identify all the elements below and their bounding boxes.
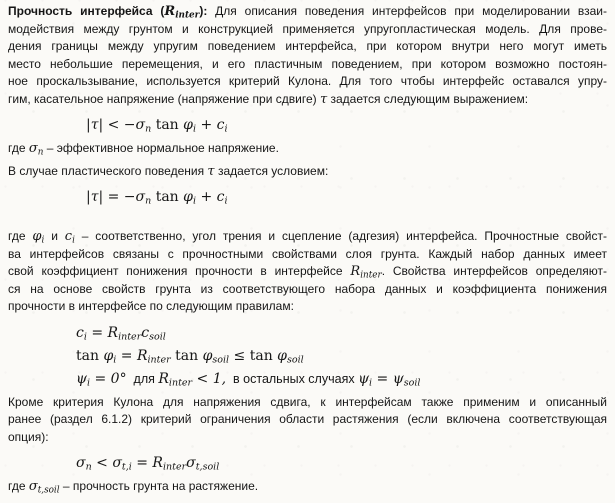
- formula-elastic-condition: [8, 113, 607, 136]
- tension-criterion-paragraph: [8, 394, 607, 447]
- text-run: ранее (раздел 6.1.2) критерий ограничения области растяжения (если включена соответствующая: [8, 412, 607, 426]
- text-line: [8, 246, 607, 264]
- formula-line: [76, 367, 607, 390]
- math-run: tan: [170, 347, 203, 364]
- text-run: задается следующим выражением:: [327, 91, 529, 106]
- math-run: τ: [207, 163, 215, 179]
- subscript: i: [113, 354, 117, 366]
- text-run: опция):: [8, 429, 49, 444]
- math-run: $|\tau| = -\sigma_n$: [86, 189, 152, 207]
- text-run: – эффективное нормальное напряжение.: [43, 141, 279, 155]
- subscript: n: [145, 195, 152, 207]
- formula-line: [76, 344, 607, 367]
- formula-line: [76, 321, 607, 344]
- subscript: n: [145, 123, 152, 135]
- math-run: $\varphi_{soil}$: [277, 347, 304, 366]
- math-run: $\varphi_i$: [183, 189, 196, 207]
- math-run: + $c_i$: [196, 189, 228, 207]
- note-tensile-strength: [8, 478, 607, 496]
- text-line: [8, 38, 607, 56]
- formula-interface-rules: [8, 321, 607, 390]
- math-run: tan: [249, 347, 278, 364]
- subscript: i: [224, 195, 228, 207]
- text-line: [8, 281, 607, 299]
- text-run: прочности в интерфейсе по следующим правилам:: [8, 299, 294, 313]
- math-run: + $c_i$: [196, 117, 228, 135]
- text-line: [8, 73, 607, 91]
- math-run: $\sigma_n$: [76, 455, 92, 473]
- text-run: – прочность грунта на растяжение.: [59, 479, 259, 493]
- text-line: [8, 411, 607, 429]
- math-run: tan: [151, 117, 184, 133]
- math-run: $R_{inter}$: [164, 4, 200, 21]
- text-line: [8, 478, 607, 496]
- subscript: inter: [175, 10, 200, 21]
- text-run: дения границы между упругим поведением интерфейса, при котором внутри него могут иметь: [8, 39, 607, 53]
- document-body: [8, 3, 607, 496]
- subscript: i: [41, 235, 45, 246]
- text-line: [8, 91, 607, 109]
- text-run: где: [8, 479, 29, 493]
- text-line: [8, 429, 607, 447]
- math-run: $R_{inter}$: [158, 370, 193, 389]
- subscript: t,soil: [195, 461, 220, 473]
- formula-line: [76, 451, 607, 474]
- math-run: tan: [76, 347, 104, 364]
- subscript: inter: [162, 461, 187, 473]
- text-run: для: [126, 371, 159, 386]
- math-run: $c_i$: [64, 229, 75, 246]
- subscript: n: [85, 461, 92, 473]
- text-line: [8, 228, 607, 246]
- math-run: = $R_{inter}$: [116, 347, 171, 366]
- subscript: soil: [286, 354, 304, 366]
- text-run: место небольшие перемещения, и его пластичным поведением, при котором возможно постоян-: [8, 56, 607, 71]
- formula-line: [86, 113, 607, 136]
- subscript: n: [37, 147, 44, 158]
- subscript: soil: [149, 331, 166, 343]
- text-run: ное проскальзывание, используется критерий Кулона. Для того чтобы интерфейс оставался упру-: [8, 74, 607, 88]
- text-run: где: [8, 141, 29, 155]
- text-run: модействия между грунтом и конструкцией применяется упругопластическая модель. Для прове-: [8, 21, 607, 36]
- subscript: i: [83, 331, 87, 343]
- text-run: ся на основе свойств грунта из соответствующего набора данных и коэффициента понижения: [8, 281, 607, 296]
- math-run: $\varphi_{soil}$: [202, 347, 230, 366]
- subscript: inter: [168, 377, 193, 389]
- math-run: $\sigma_n$: [28, 141, 44, 158]
- subscript: t,i: [121, 461, 132, 473]
- subscript: soil: [212, 354, 230, 366]
- subscript: inter: [147, 354, 171, 366]
- math-run: $\psi_i$: [358, 370, 373, 389]
- formula-tension-cutoff: [8, 451, 607, 474]
- plastic-behaviour-intro: [8, 163, 607, 181]
- blank-gap: [8, 212, 607, 228]
- subscript: i: [369, 377, 373, 389]
- text-line: [8, 56, 607, 74]
- subscript: i: [224, 123, 228, 135]
- math-run: tan: [151, 189, 184, 205]
- text-line: [8, 298, 607, 316]
- math-run: ≤: [229, 347, 250, 364]
- math-run: = $R_{inter}$: [131, 455, 187, 473]
- text-run: ):: [199, 4, 216, 18]
- text-run: свой коэффициент понижения прочности в интерфейсе: [8, 264, 351, 278]
- subscript: i: [72, 235, 75, 246]
- subscript: inter: [360, 270, 382, 281]
- text-line: [8, 163, 607, 181]
- subscript: inter: [118, 331, 142, 343]
- text-run: . Свойства интерфейсов определяют-: [381, 264, 607, 278]
- math-run: < $\sigma_{t,i}$: [91, 455, 132, 473]
- text-line: [8, 21, 607, 39]
- formula-line: [86, 185, 607, 208]
- math-run: $c_{soil}$: [141, 324, 166, 343]
- text-run: Прочность интерфейса (: [8, 4, 165, 18]
- math-run: $c_i$: [76, 324, 87, 343]
- text-line: [8, 263, 607, 281]
- subscript: i: [192, 195, 196, 207]
- text-run: В случае пластического поведения: [8, 163, 208, 178]
- text-line: [8, 3, 607, 21]
- math-run: $|\tau| < -\sigma_n$: [86, 117, 152, 135]
- note-effective-normal-stress: [8, 140, 607, 158]
- text-run: Для описания поведения интерфейсов при моделировании взаи-: [215, 4, 607, 18]
- math-run: τ: [319, 91, 328, 107]
- subscript: soil: [403, 377, 421, 389]
- interface-properties-paragraph: [8, 228, 607, 316]
- subscript: i: [86, 377, 91, 389]
- math-run: = $\psi_{soil}$: [372, 370, 421, 389]
- math-run: $\psi_i$: [76, 370, 91, 389]
- text-run: гим, касательное напряжение (напряжение при сдвиге): [8, 91, 320, 106]
- math-run: $R_{inter}$: [350, 264, 382, 281]
- text-line: [8, 140, 607, 158]
- math-run: $\varphi_i$: [183, 117, 196, 135]
- text-line: [8, 394, 607, 412]
- math-run: $\sigma_{t,soil}$: [28, 479, 60, 496]
- math-run: $\sigma_{t,soil}$: [186, 455, 220, 473]
- subscript: i: [192, 123, 196, 135]
- math-run: $\varphi_i$: [103, 347, 117, 366]
- math-run: $\varphi_i$: [32, 229, 45, 246]
- text-run: Кроме критерия Кулона для напряжения сдвига, к интерфейсам также применим и описанный: [8, 394, 607, 409]
- formula-plastic-condition: [8, 185, 607, 208]
- subscript: t,soil: [37, 485, 60, 496]
- math-run: < 1,: [192, 370, 227, 387]
- text-run: ва интерфейсов связаны с прочностными свойствами слоя грунта. Каждый набор данных имеет: [8, 246, 607, 261]
- text-run: задается условием:: [214, 163, 329, 178]
- text-run: где: [8, 229, 33, 243]
- text-run: и: [44, 229, 65, 243]
- math-run: = 0°: [90, 370, 127, 387]
- intro-paragraph: [8, 3, 607, 108]
- text-run: – соответственно, угол трения и сцепление (адгезия) интерфейса. Прочностные свойст-: [74, 229, 607, 243]
- text-run: в остальных случаях: [226, 371, 359, 386]
- math-run: = $R_{inter}$: [86, 324, 142, 343]
